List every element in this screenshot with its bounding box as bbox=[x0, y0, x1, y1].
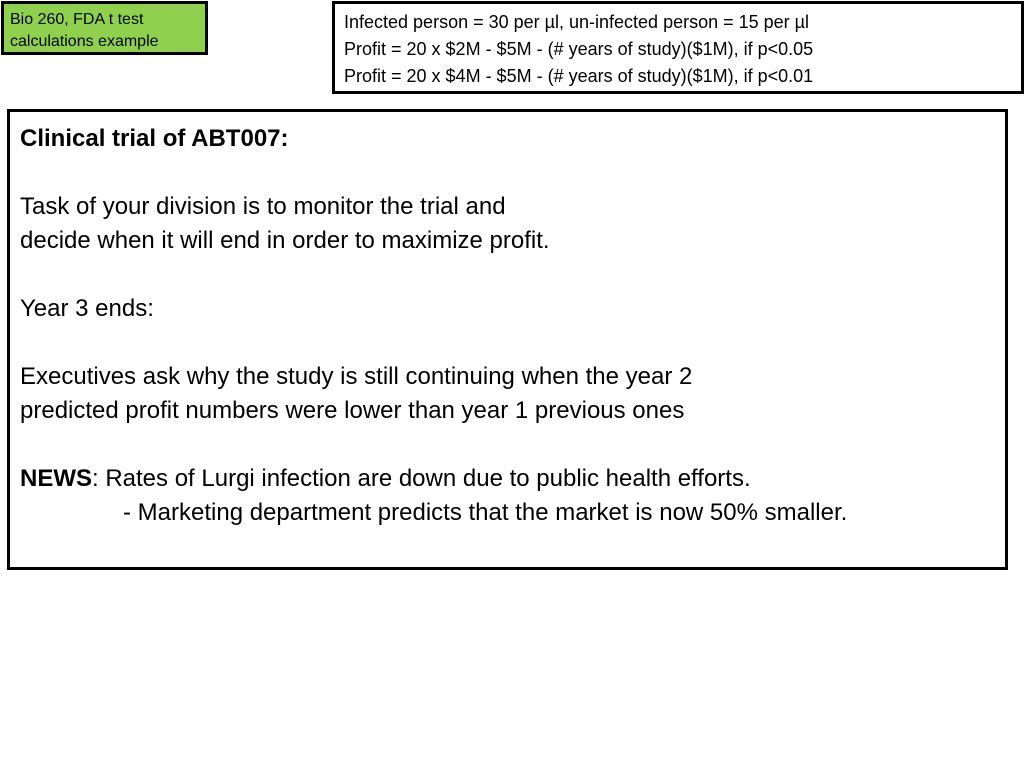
course-label-box bbox=[1, 1, 208, 55]
news-label: NEWS bbox=[20, 465, 92, 492]
executives-line-1: Executives ask why the study is still continuing when the year 2 bbox=[20, 363, 693, 390]
executives-line-2: predicted profit numbers were lower than year 1 previous ones bbox=[20, 397, 685, 424]
year-ends-line: Year 3 ends: bbox=[20, 295, 154, 322]
spacer bbox=[20, 326, 1005, 360]
formula-profit-p05-line: Profit = 20 x $2M - $5M - (# years of study)($1M), if p<0.05 bbox=[344, 39, 814, 59]
formula-infected-line: Infected person = 30 per µl, un-infected person = 15 per µl bbox=[344, 12, 810, 32]
news-marketing-line: - Marketing department predicts that the market is now 50% smaller. bbox=[123, 499, 848, 526]
course-label-line-1: Bio 260, FDA t test bbox=[10, 11, 144, 28]
formula-profit-p01-line: Profit = 20 x $4M - $5M - (# years of study)($1M), if p<0.01 bbox=[344, 66, 814, 86]
task-line-2: decide when it will end in order to maximize profit. bbox=[20, 227, 550, 254]
spacer bbox=[20, 156, 1005, 190]
news-text: : Rates of Lurgi infection are down due to public health efforts. bbox=[92, 465, 751, 492]
trial-title: Clinical trial of ABT007: bbox=[20, 125, 289, 152]
news-line bbox=[20, 462, 1005, 496]
trial-description-box bbox=[7, 109, 1008, 570]
course-label-line-2: calculations example bbox=[10, 33, 159, 50]
spacer bbox=[20, 258, 1005, 292]
task-line-1: Task of your division is to monitor the trial and bbox=[20, 193, 506, 220]
spacer bbox=[20, 428, 1005, 462]
formula-box bbox=[332, 1, 1024, 94]
